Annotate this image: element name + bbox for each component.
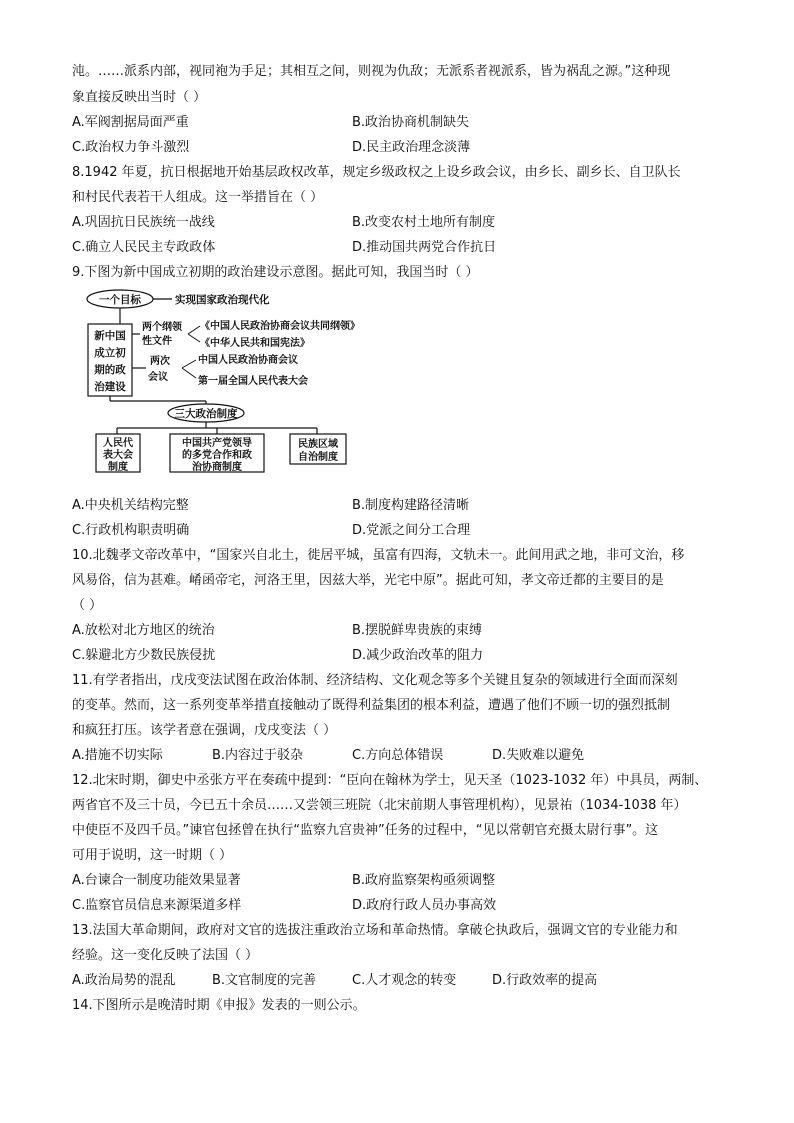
meetings-label-2: 会议: [148, 372, 168, 383]
q9-option-c: C.行政机构职责明确: [72, 523, 190, 538]
q11-option-b: B.内容过于驳杂: [212, 748, 304, 763]
q10-stem-line-1: 10.北魏孝文帝改革中，“国家兴自北土，徙居平城，虽富有四海，文轨未一。此间用武之地，非可文治，移: [72, 548, 685, 563]
doc-2: 《中华人民共和国宪法》: [200, 338, 310, 349]
main-line-4: 治建设: [94, 381, 126, 393]
system-3-line-1: 民族区域: [298, 439, 338, 450]
doc-1: 《中国人民政治协商会议共同纲领》: [200, 321, 360, 332]
q8-stem-line-1: 8.1942 年夏，抗日根据地开始基层政权改革，规定乡级政权之上设乡政会议，由乡长、副乡长、自卫队长: [72, 165, 681, 180]
q12-option-a: A.台谏合一制度功能效果显著: [72, 873, 241, 888]
system-2-line-1: 中国共产党领导: [182, 438, 252, 449]
q13-stem-line-2: 经验。这一变化反映了法国（ ）: [72, 948, 259, 963]
main-line-1: 新中国: [94, 330, 126, 342]
political-construction-diagram: [84, 288, 384, 476]
q12-stem-line-2: 两省官不及三十员，今已五十余员……又尝领三班院（北宋前期人事管理机构），见景祐（1034-1038 年）: [72, 798, 687, 813]
q9-option-d: D.党派之间分工合理: [352, 523, 471, 538]
q14-stem: 14.下图所示是晚清时期《申报》发表的一则公示。: [72, 998, 366, 1013]
q7-stem-line-1: 沌。……派系内部，视同袍为手足；其相互之间，则视为仇敌；无派系者视派系，皆为祸乱之源。”这种现: [72, 64, 671, 79]
q7-option-a: A.军阀割据局面严重: [72, 115, 189, 130]
q8-option-a: A.巩固抗日民族统一战线: [72, 215, 215, 230]
q10-stem-line-3: （ ）: [72, 598, 103, 613]
q10-stem-line-2: 风易俗，信为甚难。崤函帝宅，河洛王里，因兹大举，光宅中原”。据此可知，孝文帝迁都的主要目的是: [72, 573, 664, 588]
q8-stem-line-2: 和村民代表若干人组成。这一举措旨在（ ）: [72, 190, 324, 205]
q8-option-b: B.改变农村土地所有制度: [352, 215, 496, 230]
q11-option-a: A.措施不切实际: [72, 748, 163, 763]
q7-stem-line-2: 象直接反映出当时（ ）: [72, 90, 207, 105]
docs-label-1: 两个纲领: [142, 322, 182, 333]
q9-option-b: B.制度构建路径清晰: [352, 498, 470, 513]
q9-stem: 9.下图为新中国成立初期的政治建设示意图。据此可知，我国当时（ ）: [72, 265, 479, 280]
q10-option-b: B.摆脱鲜卑贵族的束缚: [352, 623, 483, 638]
q11-option-d: D.失败难以避免: [492, 748, 585, 763]
main-line-3: 期的政: [94, 364, 126, 376]
q12-stem-line-3: 中使臣不及四千员。”谏官包拯曾在执行“监察九宫贵神”任务的过程中，“见以常朝官充摄太尉行事”。这: [72, 823, 659, 838]
docs-label-2: 性文件: [142, 336, 172, 347]
systems-title: 三大政治制度: [174, 408, 238, 420]
q11-stem-line-1: 11.有学者指出，戊戌变法试图在政治体制、经济结构、文化观念等多个关键且复杂的领域进行全面而深刻: [72, 673, 678, 688]
q11-stem-line-2: 的变革。然而，这一系列变革举措直接触动了既得利益集团的根本利益，遭遇了他们不顾一切的强烈抵制: [72, 698, 671, 713]
q7-option-b: B.政治协商机制缺失: [352, 115, 470, 130]
goal-text: 实现国家政治现代化: [175, 294, 270, 306]
q13-option-a: A.政治局势的混乱: [72, 973, 176, 988]
system-2-line-2: 的多党合作和政: [182, 450, 252, 461]
q13-option-c: C.人才观念的转变: [352, 973, 457, 988]
q11-stem-line-3: 和疯狂打压。该学者意在强调，戊戌变法（ ）: [72, 723, 337, 738]
q11-option-c: C.方向总体错误: [352, 748, 444, 763]
system-1-line-2: 表大会: [103, 450, 133, 461]
system-3-line-2: 自治制度: [298, 452, 338, 463]
q8-option-d: D.推动国共两党合作抗日: [352, 240, 497, 255]
main-line-2: 成立初: [94, 347, 126, 359]
q12-stem-line-1: 12.北宋时期，御史中丞张方平在奏疏中提到：“臣向在翰林为学士，见天圣（1023-1032 年）中具员，两制、: [72, 773, 708, 788]
q10-option-d: D.减少政治改革的阻力: [352, 648, 484, 663]
q7-option-c: C.政治权力争斗激烈: [72, 140, 190, 155]
q8-option-c: C.确立人民民主专政政体: [72, 240, 216, 255]
q12-option-d: D.政府行政人员办事高效: [352, 898, 497, 913]
q9-option-a: A.中央机关结构完整: [72, 498, 189, 513]
meeting-1: 中国人民政治协商会议: [198, 355, 298, 366]
system-1-line-1: 人民代: [103, 438, 133, 449]
meeting-2: 第一届全国人民代表大会: [198, 376, 308, 387]
q7-option-d: D.民主政治理念淡薄: [352, 140, 471, 155]
system-2-line-3: 治协商制度: [192, 462, 242, 473]
q10-option-a: A.放松对北方地区的统治: [72, 623, 215, 638]
q12-option-c: C.监察官员信息来源渠道多样: [72, 898, 242, 913]
q13-stem-line-1: 13.法国大革命期间，政府对文官的选拔注重政治立场和革命热情。拿破仑执政后，强调文官的专业能力和: [72, 923, 678, 938]
q12-stem-line-4: 可用于说明，这一时期（ ）: [72, 848, 233, 863]
meetings-label-1: 两次: [150, 356, 170, 367]
q10-option-c: C.躲避北方少数民族侵扰: [72, 648, 216, 663]
system-1-line-3: 制度: [108, 462, 128, 473]
q12-option-b: B.政府监察架构亟须调整: [352, 873, 496, 888]
q13-option-d: D.行政效率的提高: [492, 973, 598, 988]
goal-label: 一个目标: [99, 294, 141, 306]
q13-option-b: B.文官制度的完善: [212, 973, 317, 988]
